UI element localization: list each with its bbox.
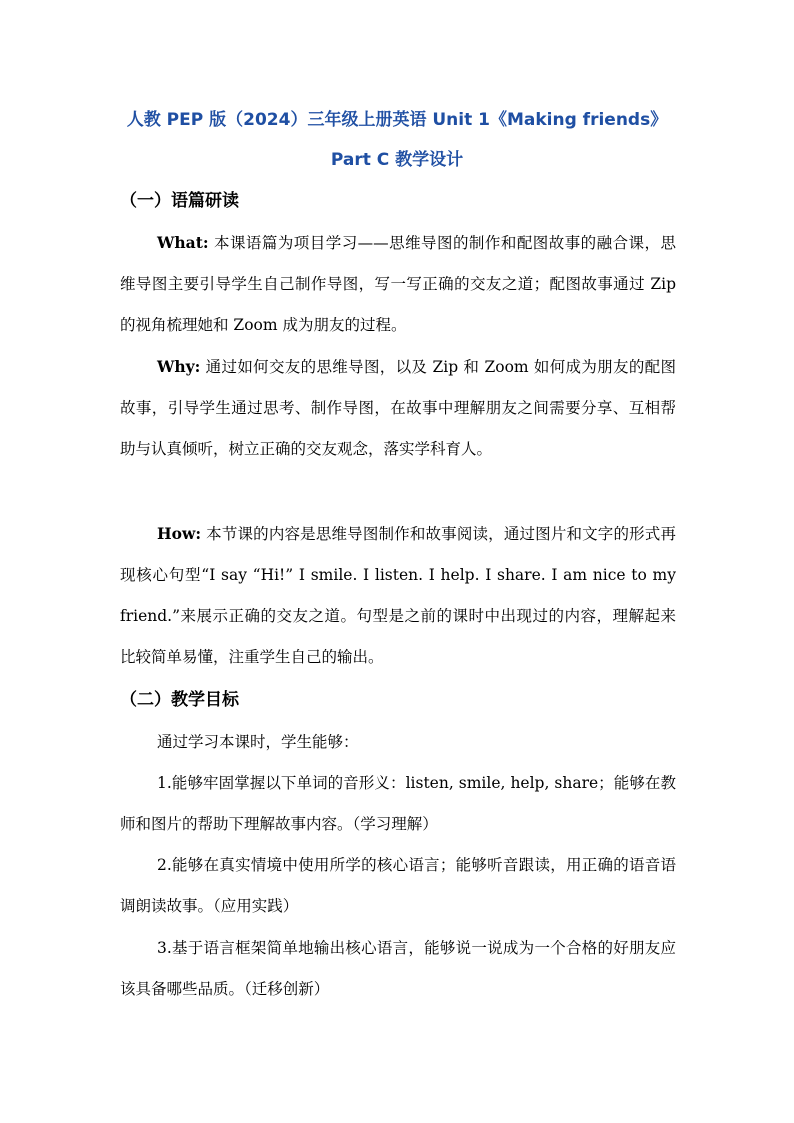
goal-1: 1.能够牢固掌握以下单词的音形义：listen, smile, help, share；能够在教师和图片的帮助下理解故事内容。（学习理解） bbox=[120, 774, 676, 833]
goal-2: 2.能够在真实情境中使用所学的核心语言；能够听音跟读，用正确的语音语调朗读故事。（应用实践） bbox=[120, 856, 676, 915]
why-paragraph bbox=[120, 346, 676, 470]
how-paragraph bbox=[120, 513, 676, 678]
what-text: 本课语篇为项目学习——思维导图的制作和配图故事的融合课，思维导图主要引导学生自己制作导图，写一写正确的交友之道；配图故事通过 Zip 的视角梳理她和 Zoom 成为朋友的过程。 bbox=[120, 234, 676, 334]
how-text: 本节课的内容是思维导图制作和故事阅读，通过图片和文字的形式再现核心句型“I say “Hi!” I smile. I listen. I help. I share. I am nice to my friend.”来展示正确的交友之道。句型是之前的课时中出现过的内容，理解起来比较简单易懂，注重学生自己的输出。 bbox=[120, 525, 676, 666]
why-text: 通过如何交友的思维导图，以及 Zip 和 Zoom 如何成为朋友的配图故事，引导学生通过思考、制作导图，在故事中理解朋友之间需要分享、互相帮助与认真倾听，树立正确的交友观念，落实学科育人。 bbox=[120, 358, 676, 458]
how-label: How: bbox=[157, 524, 202, 543]
goals-intro: 通过学习本课时，学生能够： bbox=[157, 733, 359, 751]
section1-heading: （一）语篇研读 bbox=[120, 191, 239, 211]
what-label: What: bbox=[157, 233, 209, 252]
what-paragraph bbox=[120, 222, 676, 346]
goal-3: 3.基于语言框架简单地输出核心语言，能够说一说成为一个合格的好朋友应该具备哪些品质。（迁移创新） bbox=[120, 939, 676, 998]
document-title-line1: 人教 PEP 版（2024）三年级上册英语 Unit 1《Making friends》 bbox=[126, 110, 668, 130]
section2-heading: （二）教学目标 bbox=[120, 690, 239, 710]
why-label: Why: bbox=[157, 357, 201, 376]
document-title-line2: Part C 教学设计 bbox=[330, 150, 464, 170]
